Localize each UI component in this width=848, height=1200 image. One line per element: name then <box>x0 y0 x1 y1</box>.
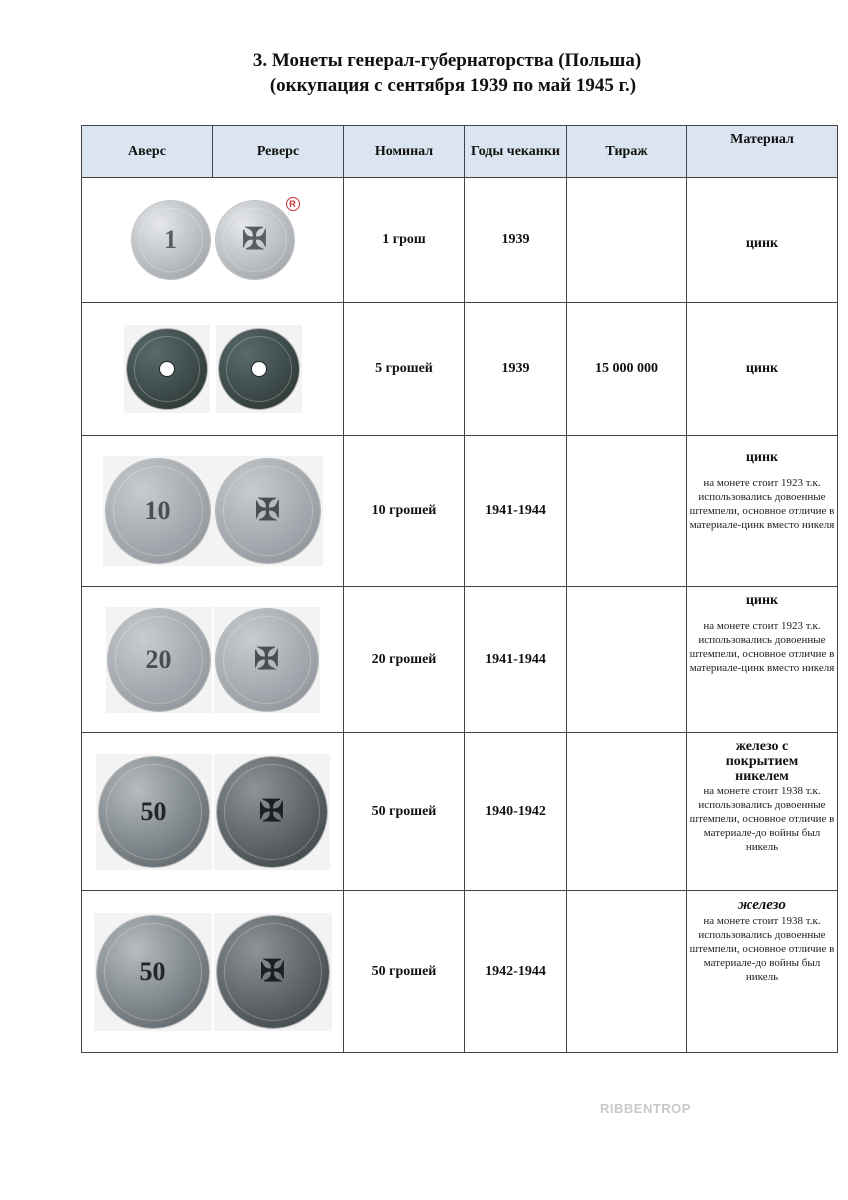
denomination-cell: 10 грошей <box>344 436 465 587</box>
registered-mark-icon: R <box>286 197 300 211</box>
material-note: на монете стоит 1938 т.к. использовались довоенные штемпели, основное отличие в материале-до войны был никель <box>689 785 835 853</box>
coin-images <box>82 733 344 891</box>
coin-images <box>82 303 344 436</box>
denomination-cell: 1 грош <box>344 178 465 303</box>
title-line-1: 3. Монеты генерал-губернаторства (Польша) <box>252 50 642 71</box>
material-cell <box>687 436 838 587</box>
table-row <box>82 303 838 436</box>
material-note: на монете стоит 1938 т.к. использовались довоенные штемпели, основное отличие в материале-до войны был никель <box>689 915 835 983</box>
coin-50-groszy-obverse-icon: 50 <box>99 757 209 867</box>
header-material: Материал <box>687 126 838 178</box>
header-mintage: Тираж <box>567 126 687 178</box>
mintage-cell <box>567 891 687 1053</box>
years-cell: 1942-1944 <box>465 891 567 1053</box>
denomination-cell: 20 грошей <box>344 587 465 733</box>
table-row <box>82 436 838 587</box>
years-cell: 1939 <box>465 303 567 436</box>
coin-eagle-reverse-icon <box>219 329 299 409</box>
coin-50-groszy-obverse-icon: 50 <box>97 916 209 1028</box>
material-cell <box>687 178 838 303</box>
years-cell: 1939 <box>465 178 567 303</box>
header-denomination: Номинал <box>344 126 465 178</box>
mintage-cell <box>567 436 687 587</box>
material-label: цинк <box>745 236 779 251</box>
material-cell <box>687 303 838 436</box>
coin-10-groszy-obverse-icon: 10 <box>106 459 210 563</box>
material-cell <box>687 733 838 891</box>
coin-1-grosz-obverse-icon: 1 <box>132 201 210 279</box>
material-label: цинк <box>745 450 779 465</box>
watermark: RIBBENTROP <box>600 1101 691 1116</box>
table-row <box>82 891 838 1053</box>
table-row <box>82 178 838 303</box>
coin-eagle-reverse-icon: ✠ <box>216 459 320 563</box>
coin-images <box>82 178 344 303</box>
table-header-row <box>82 126 838 178</box>
coin-eagle-reverse-icon: ✠ <box>217 757 327 867</box>
material-note: на монете стоит 1923 т.к. использовались довоенные штемпели, основное отличие в материале-цинк вместо никеля <box>689 477 835 531</box>
material-label: цинк <box>745 361 779 376</box>
page-title <box>0 48 848 98</box>
denomination-cell: 50 грошей <box>344 891 465 1053</box>
coin-images <box>82 436 344 587</box>
material-note: на монете стоит 1923 т.к. использовались довоенные штемпели, основное отличие в материале-цинк вместо никеля <box>689 620 835 674</box>
coin-20-groszy-obverse-icon: 20 <box>108 609 210 711</box>
coin-eagle-reverse-icon: ✠ <box>216 609 318 711</box>
mintage-cell: 15 000 000 <box>567 303 687 436</box>
material-label: железо <box>738 897 786 913</box>
coin-eagle-reverse-icon: ✠ R <box>216 201 294 279</box>
years-cell: 1940-1942 <box>465 733 567 891</box>
years-cell: 1941-1944 <box>465 587 567 733</box>
years-cell: 1941-1944 <box>465 436 567 587</box>
coins-table <box>81 125 838 1053</box>
coin-5-groszy-obverse-icon <box>127 329 207 409</box>
mintage-cell <box>567 733 687 891</box>
coin-eagle-reverse-icon: ✠ <box>217 916 329 1028</box>
material-cell <box>687 891 838 1053</box>
header-obverse: Аверс <box>82 126 213 178</box>
mintage-cell <box>567 178 687 303</box>
material-cell <box>687 587 838 733</box>
material-label: цинк <box>745 593 779 608</box>
coin-images <box>82 587 344 733</box>
coin-images <box>82 891 344 1053</box>
denomination-cell: 5 грошей <box>344 303 465 436</box>
denomination-cell: 50 грошей <box>344 733 465 891</box>
mintage-cell <box>567 587 687 733</box>
table-row <box>82 733 838 891</box>
material-label: железо с покрытием никелем <box>725 739 799 784</box>
header-years: Годы чеканки <box>465 126 567 178</box>
header-reverse: Реверс <box>213 126 344 178</box>
table-row <box>82 587 838 733</box>
title-line-2: (оккупация с сентября 1939 по май 1945 г.) <box>269 75 637 96</box>
